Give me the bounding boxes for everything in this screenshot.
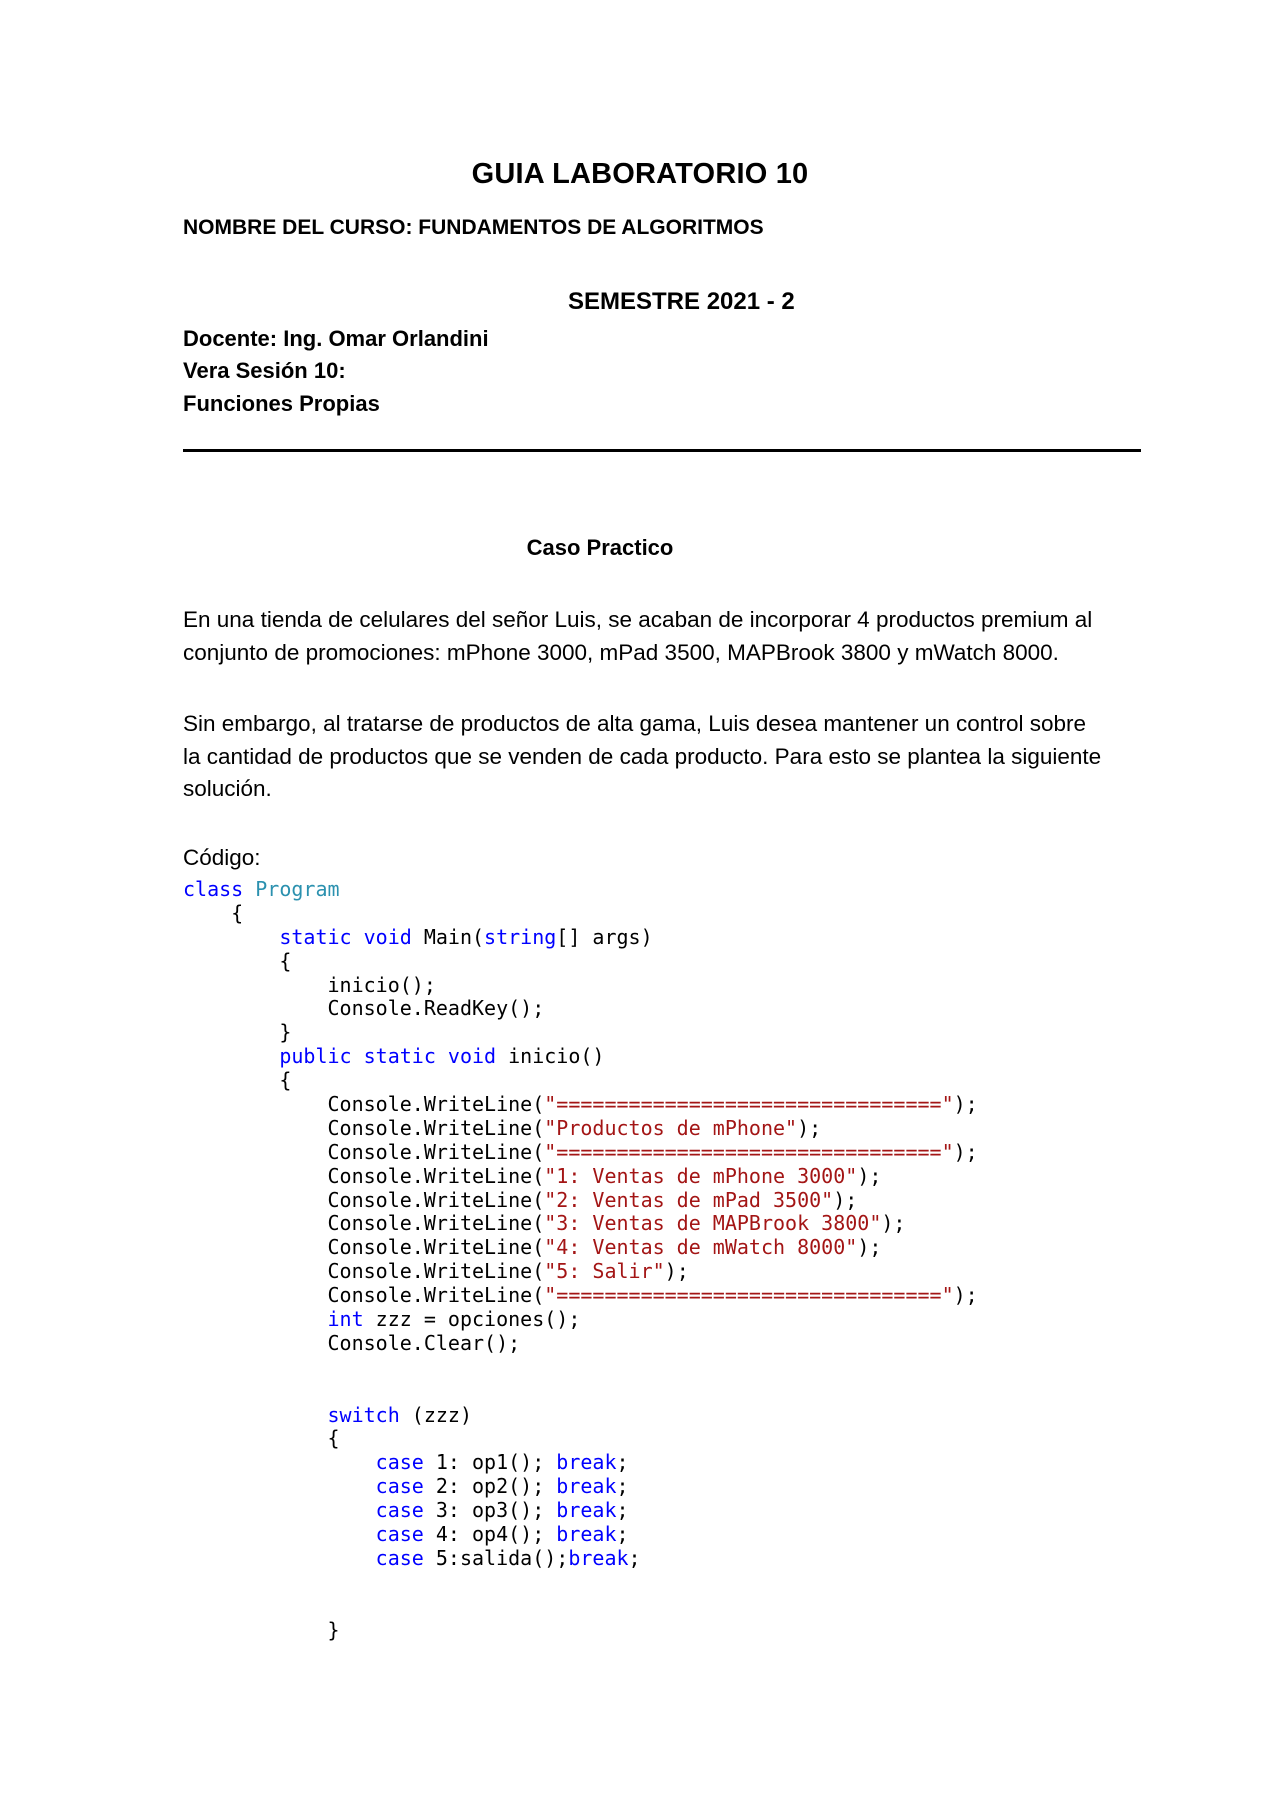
code-text [183, 1474, 376, 1498]
session-label: Vera Sesión 10: [183, 358, 346, 383]
code-text [352, 1044, 364, 1068]
code-text: Main( [411, 924, 485, 949]
code-text: Console.ReadKey(); [183, 996, 545, 1021]
code-keyword: static [279, 924, 352, 949]
code-keyword: void [447, 1044, 497, 1069]
code-text [183, 1450, 376, 1474]
code-text [183, 1403, 328, 1427]
code-line [183, 1117, 978, 1141]
code-keyword: string [484, 924, 557, 949]
code-line [183, 1045, 978, 1069]
code-text: { [183, 900, 244, 925]
code-keyword: case [375, 1474, 424, 1499]
code-text: inicio() [496, 1044, 605, 1069]
code-text: Console.WriteLine( [183, 1259, 545, 1284]
code-line [183, 1523, 978, 1547]
code-keyword: public [279, 1044, 352, 1069]
code-string: "3: Ventas de MAPBrook 3800" [544, 1211, 882, 1236]
session-topic: Funciones Propias [183, 391, 380, 416]
code-text: { [183, 1426, 340, 1451]
code-text: ; [616, 1450, 629, 1475]
code-string: "================================" [544, 1092, 954, 1117]
code-text: ); [953, 1283, 978, 1308]
code-text: Console.WriteLine( [183, 1211, 545, 1236]
code-text: ); [857, 1163, 882, 1188]
code-text: 2: op2(); [423, 1474, 557, 1499]
code-text: ); [857, 1235, 882, 1260]
code-line [183, 1308, 978, 1332]
code-line [183, 997, 978, 1021]
code-text [183, 1522, 376, 1546]
code-text [183, 1498, 376, 1522]
code-line [183, 1093, 978, 1117]
code-string: "5: Salir" [544, 1259, 665, 1284]
code-text [352, 925, 364, 949]
code-string: "1: Ventas de mPhone 3000" [544, 1163, 858, 1188]
code-line [183, 1141, 978, 1165]
code-keyword: break [556, 1522, 617, 1547]
code-line [183, 1284, 978, 1308]
code-text: Console.WriteLine( [183, 1187, 545, 1212]
code-text: ); [797, 1115, 822, 1140]
code-text [183, 1044, 279, 1068]
code-text: 3: op3(); [423, 1498, 557, 1523]
code-text: Console.Clear(); [183, 1330, 521, 1355]
code-line [183, 926, 978, 950]
teacher-name: Docente: Ing. Omar Orlandini [183, 326, 489, 351]
code-line [183, 1427, 978, 1451]
code-line [183, 1499, 978, 1523]
code-string: "================================" [544, 1283, 954, 1308]
code-keyword: case [375, 1522, 424, 1547]
code-text: ); [664, 1259, 689, 1284]
code-text: Console.WriteLine( [183, 1163, 545, 1188]
code-keyword: class [183, 877, 244, 901]
code-text: ); [881, 1211, 906, 1236]
code-text: [] args) [556, 924, 653, 949]
code-line [183, 1212, 978, 1236]
code-text: ); [833, 1187, 858, 1212]
code-text: ; [616, 1474, 629, 1499]
case-paragraph: Sin embargo, al tratarse de productos de alta gama, Luis desea mantener un control sobre la cantidad de productos que se venden de cada producto. Para esto se plantea la siguiente solución. [183, 711, 1102, 801]
code-string: "4: Ventas de mWatch 8000" [544, 1235, 858, 1260]
code-line [183, 1595, 978, 1619]
code-text [243, 877, 255, 901]
code-text: Console.WriteLine( [183, 1235, 545, 1260]
code-line [183, 1236, 978, 1260]
code-line [183, 950, 978, 974]
code-line [183, 1571, 978, 1595]
code-text: { [183, 948, 292, 973]
code-line [183, 902, 978, 926]
code-type: Program [255, 877, 340, 901]
code-line [183, 1404, 978, 1428]
code-text: 4: op4(); [423, 1522, 557, 1547]
code-string: "2: Ventas de mPad 3500" [544, 1187, 834, 1212]
code-keyword: break [556, 1474, 617, 1499]
code-text: Console.WriteLine( [183, 1283, 545, 1308]
code-text: ; [628, 1545, 641, 1570]
code-line [183, 1021, 978, 1045]
code-line [183, 1260, 978, 1284]
code-line [183, 878, 978, 902]
code-line [183, 1332, 978, 1356]
code-text: } [183, 1020, 292, 1045]
code-line [183, 1356, 978, 1380]
code-text: Console.WriteLine( [183, 1115, 545, 1140]
code-line [183, 1189, 978, 1213]
code-keyword: case [375, 1498, 424, 1523]
code-text: } [183, 1617, 340, 1642]
code-string: "Productos de mPhone" [544, 1115, 798, 1140]
code-keyword: break [568, 1545, 629, 1570]
code-keyword: void [363, 924, 412, 949]
code-string: "================================" [544, 1139, 954, 1164]
code-text: 1: op1(); [423, 1450, 557, 1475]
header-divider [183, 449, 1141, 452]
code-line [183, 1475, 978, 1499]
semester-label: SEMESTRE 2021 - 2 [568, 288, 795, 315]
code-line [183, 1619, 978, 1643]
code-text: ); [953, 1139, 978, 1164]
code-text [183, 1307, 328, 1331]
code-text: Console.WriteLine( [183, 1092, 545, 1117]
code-text: zzz = opciones(); [363, 1307, 581, 1332]
code-keyword: break [556, 1450, 617, 1475]
code-line [183, 1547, 978, 1571]
code-keyword: break [556, 1498, 617, 1523]
code-label: Código: [183, 845, 261, 870]
course-name: NOMBRE DEL CURSO: FUNDAMENTOS DE ALGORITMOS [183, 216, 764, 239]
code-text [183, 925, 279, 949]
code-text: ); [953, 1092, 978, 1117]
code-text: { [183, 1068, 292, 1093]
code-text: ; [616, 1498, 629, 1523]
code-text: 5:salida(); [423, 1545, 569, 1570]
code-line [183, 1069, 978, 1093]
code-text: ; [616, 1522, 629, 1547]
code-text: Console.WriteLine( [183, 1139, 545, 1164]
code-line [183, 1165, 978, 1189]
code-keyword: switch [327, 1402, 400, 1427]
code-block [183, 878, 978, 1643]
code-line [183, 1451, 978, 1475]
code-line [183, 974, 978, 998]
case-paragraph: En una tienda de celulares del señor Luis, se acaban de incorporar 4 productos premium al conjunto de promociones: mPhone 3000, mPad 3500, MAPBrook 3800 y mWatch 8000. [183, 607, 1093, 665]
document-title: GUIA LABORATORIO 10 [471, 158, 809, 190]
code-text [436, 1044, 448, 1068]
code-text: inicio(); [183, 972, 436, 997]
code-keyword: static [363, 1044, 436, 1069]
code-text [183, 1546, 376, 1570]
case-title: Caso Practico [526, 535, 674, 560]
code-keyword: int [327, 1307, 364, 1332]
code-text: (zzz) [399, 1402, 472, 1427]
code-keyword: case [375, 1450, 424, 1475]
code-line [183, 1380, 978, 1404]
code-keyword: case [375, 1545, 424, 1570]
